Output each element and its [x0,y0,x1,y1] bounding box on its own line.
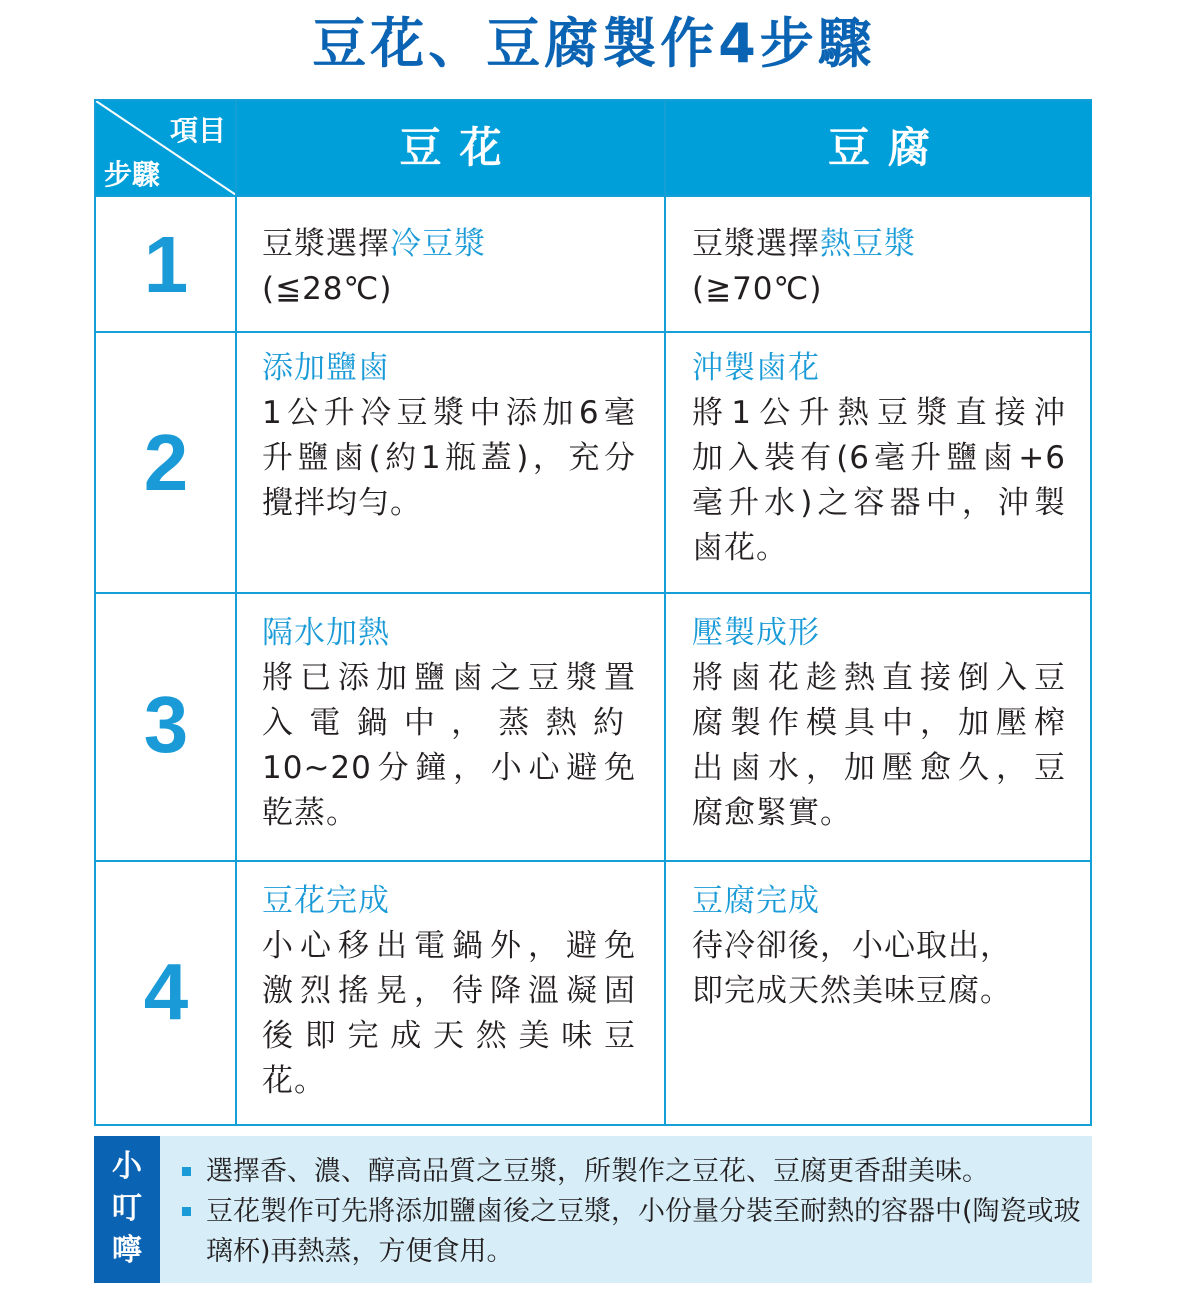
tofu-cell: 豆腐完成 待冷卻後，小心取出， 即完成天然美味豆腐。 [692,879,1066,1014]
table-row [96,594,1090,860]
cell-heading: 豆腐完成 [692,883,820,919]
bullet-icon [182,1207,191,1216]
step-number: 2 [143,418,189,507]
header-douhua: 豆花 [237,101,664,195]
step-number: 4 [143,947,189,1036]
tips-box [94,1136,1092,1283]
cell-heading: 豆花完成 [262,883,390,919]
tofu-cell: 豆漿選擇熱豆漿 (≧70℃) [692,226,916,307]
list-item: 選擇香、濃、醇高品質之豆漿，所製作之豆花、豆腐更香甜美味。 [182,1152,1082,1192]
highlight-text: 熱豆漿 [820,226,916,262]
table-row [96,862,1090,1126]
douhua-cell: 添加鹽鹵 1公升冷豆漿中添加6毫 升鹽鹵(約1瓶蓋)，充分 攪拌均勻。 [262,346,636,526]
step-number: 1 [143,220,189,309]
tofu-cell: 壓製成形 將鹵花趁熱直接倒入豆 腐製作模具中，加壓榨 出鹵水，加壓愈久，豆 腐愈緊實。 [692,611,1066,836]
list-item: 豆花製作可先將添加鹽鹵後之豆漿，小份量分裝至耐熱的容器中(陶瓷或玻璃杯)再熱蒸，方便食用。 [182,1192,1082,1272]
table-row [96,197,1090,331]
douhua-cell: 豆花完成 小心移出電鍋外，避免 激烈搖晃，待降溫凝固 後即完成天然美味豆 花。 [262,879,636,1104]
corner-item-label: 項目 [169,114,226,147]
step-number: 3 [143,680,189,769]
table-row [96,333,1090,592]
cell-heading: 隔水加熱 [262,615,390,651]
header-tofu: 豆腐 [666,101,1092,195]
cell-heading: 添加鹽鹵 [262,350,390,386]
bullet-icon [182,1167,191,1176]
page-title: 豆花、豆腐製作4步驟 [312,12,876,75]
douhua-cell: 隔水加熱 將已添加鹽鹵之豆漿置 入電鍋中，蒸熱約 10~20分鐘，小心避免 乾蒸。 [262,611,636,836]
cell-heading: 沖製鹵花 [692,350,820,386]
corner-step-label: 步驟 [104,158,161,191]
tips-label: 小 叮 嚀 [94,1136,160,1283]
steps-table [94,99,1092,1126]
douhua-cell: 豆漿選擇冷豆漿 (≦28℃) [262,226,486,307]
cell-heading: 壓製成形 [692,615,820,651]
tofu-cell: 沖製鹵花 將1公升熱豆漿直接沖 加入裝有(6毫升鹽鹵+6 毫升水)之容器中，沖製 鹵花。 [692,346,1066,571]
tips-list [182,1152,1082,1272]
header-corner [96,101,236,195]
highlight-text: 冷豆漿 [390,226,486,262]
